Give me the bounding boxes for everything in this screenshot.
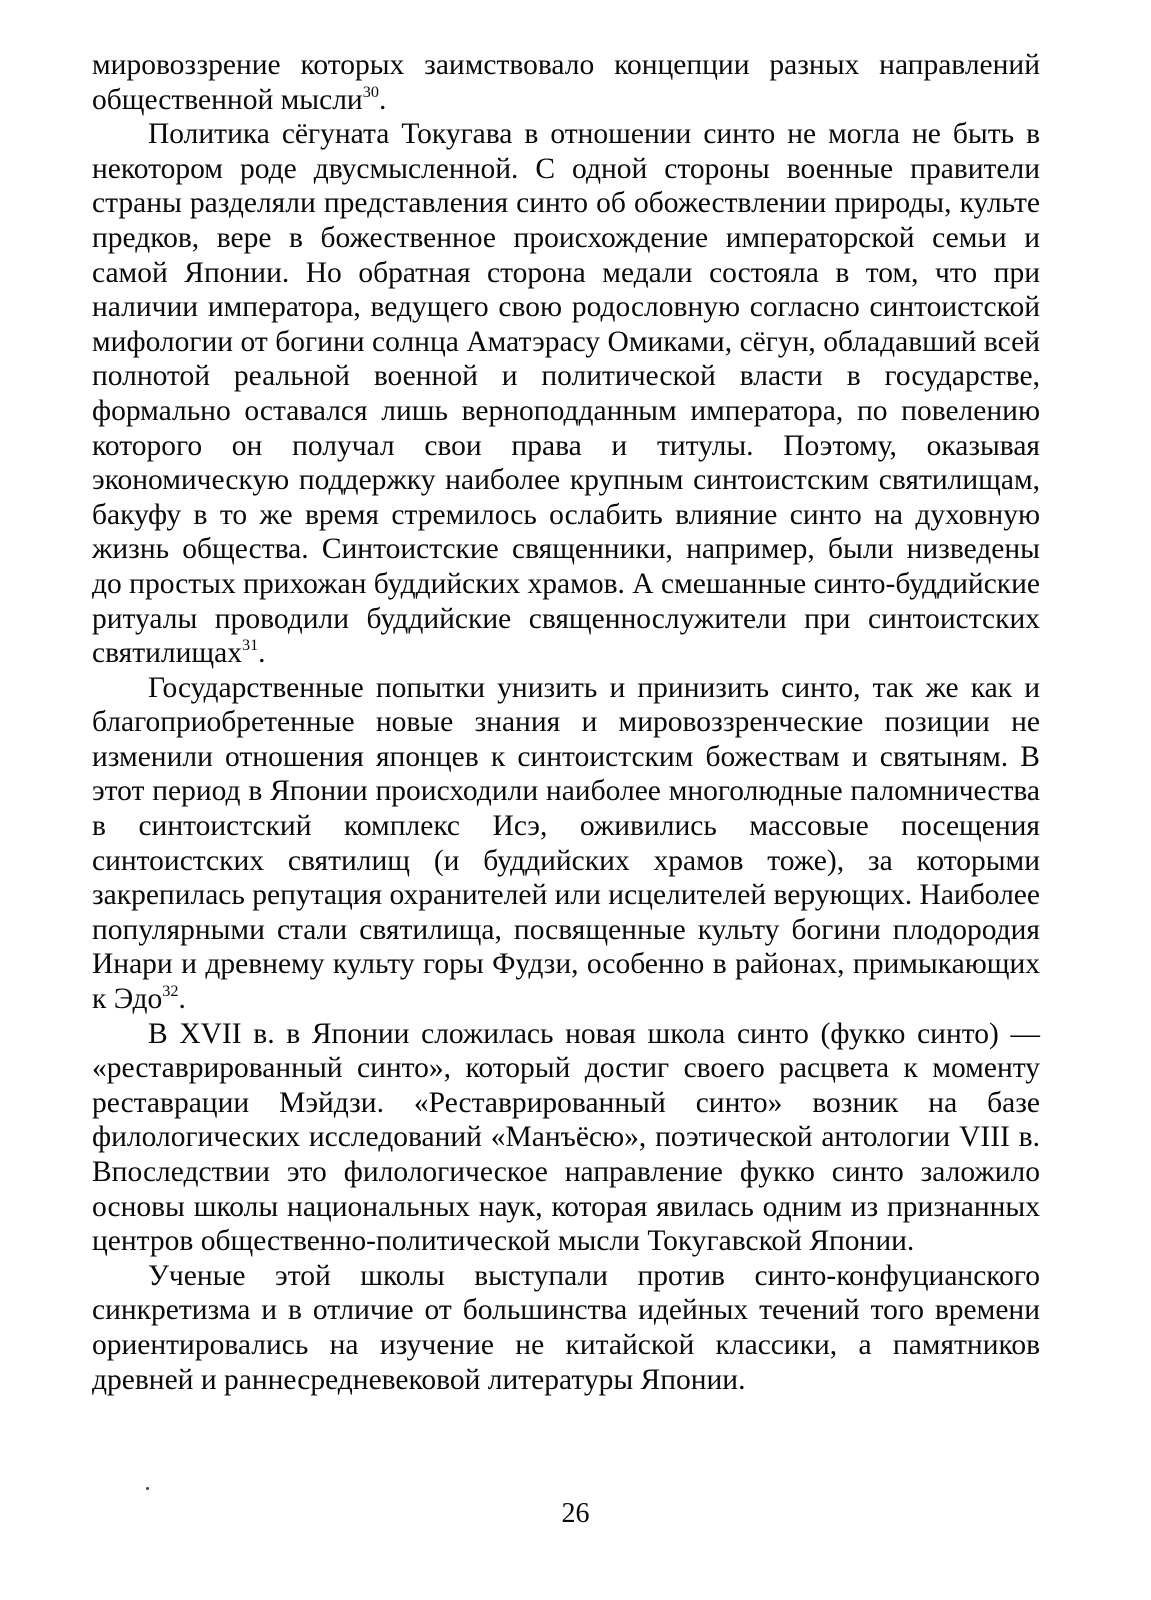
paragraph-4 <box>92 1017 1040 1259</box>
paragraph-2-text: Политика сёгуната Токугава в отношении синто не могла не быть в некотором роде двусмысленной. С одной стороны военные правители страны разделяли представления синто об обожествлении природы, культе предков, вере в божественное происхождение императорской семьи и самой Японии. Но обратная сторона медали состояла в том, что при наличии императора, ведущего свою родословную согласно синтоистской мифологии от богини солнца Аматэрасу Омиками, сёгун, обладавший всей полнотой реальной военной и политической власти в государстве, формально оставался лишь верноподданным императора, по повелению которого он получал свои права и титулы. Поэтому, оказывая экономическую поддержку наиболее крупным синтоистским святилищам, бакуфу в то же время стремилось ослабить влияние синто на духовную жизнь общества. Синтоистские священники, например, были низведены до простых прихожан буддийских храмов. А смешанные синто-буддийские ритуалы проводили буддийские священнослужители при синтоистских святилищах <box>92 118 1040 670</box>
paragraph-2-tail: . <box>258 637 266 670</box>
paragraph-1 <box>92 48 1040 117</box>
paragraph-5-text: Ученые этой школы выступали против синто-конфуцианского синкретизма и в отличие от большинства идейных течений того времени ориентировались на изучение не китайской классики, а памятников древней и раннесредневековой литературы Японии. <box>92 1259 1040 1396</box>
paragraph-1-tail: . <box>378 83 387 116</box>
footnote-marker-32: 32 <box>162 981 179 1000</box>
document-body <box>92 48 1040 1397</box>
paragraph-2 <box>92 117 1040 671</box>
footnote-marker-31: 31 <box>241 635 259 654</box>
footnote-marker-30: 30 <box>362 82 379 101</box>
paragraph-1-text: мировоззрение которых заимствовало концепции разных направлений общественной мысли <box>92 49 1040 116</box>
paragraph-5 <box>92 1259 1040 1397</box>
paragraph-3-text: Государственные попытки унизить и принизить синто, так же как и благоприобретенные новые знания и мировоззренческие позиции не изменили отношения японцев к синтоистским божествам и святыням. В этот период в Японии происходили наиболее многолюдные паломничества в синтоистский комплекс Исэ, оживились массовые посещения синтоистских святилищ (и буддийских храмов тоже), за которыми закрепилась репутация охранителей или исцелителей верующих. Наиболее популярными стали святилища, посвященные культу богини плодородия Инари и древнему культу горы Фудзи, особенно в районах, примыкающих к Эдо <box>92 671 1040 1016</box>
scan-speck <box>146 1487 149 1490</box>
page-number: 26 <box>561 1498 590 1529</box>
paragraph-4-text: В XVII в. в Японии сложилась новая школа синто (фукко синто) — «реставрированный синто», который достиг своего расцвета к моменту реставрации Мэйдзи. «Реставрированный синто» возник на базе филологических исследований «Манъёсю», поэтической антологии VIII в. Впоследствии это филологическое направление фукко синто заложило основы школы национальных наук, которая явилась одним из признанных центров общественно-политической мысли Токугавской Японии. <box>92 1017 1040 1258</box>
paragraph-3-tail: . <box>178 983 186 1016</box>
paragraph-3 <box>92 671 1040 1017</box>
